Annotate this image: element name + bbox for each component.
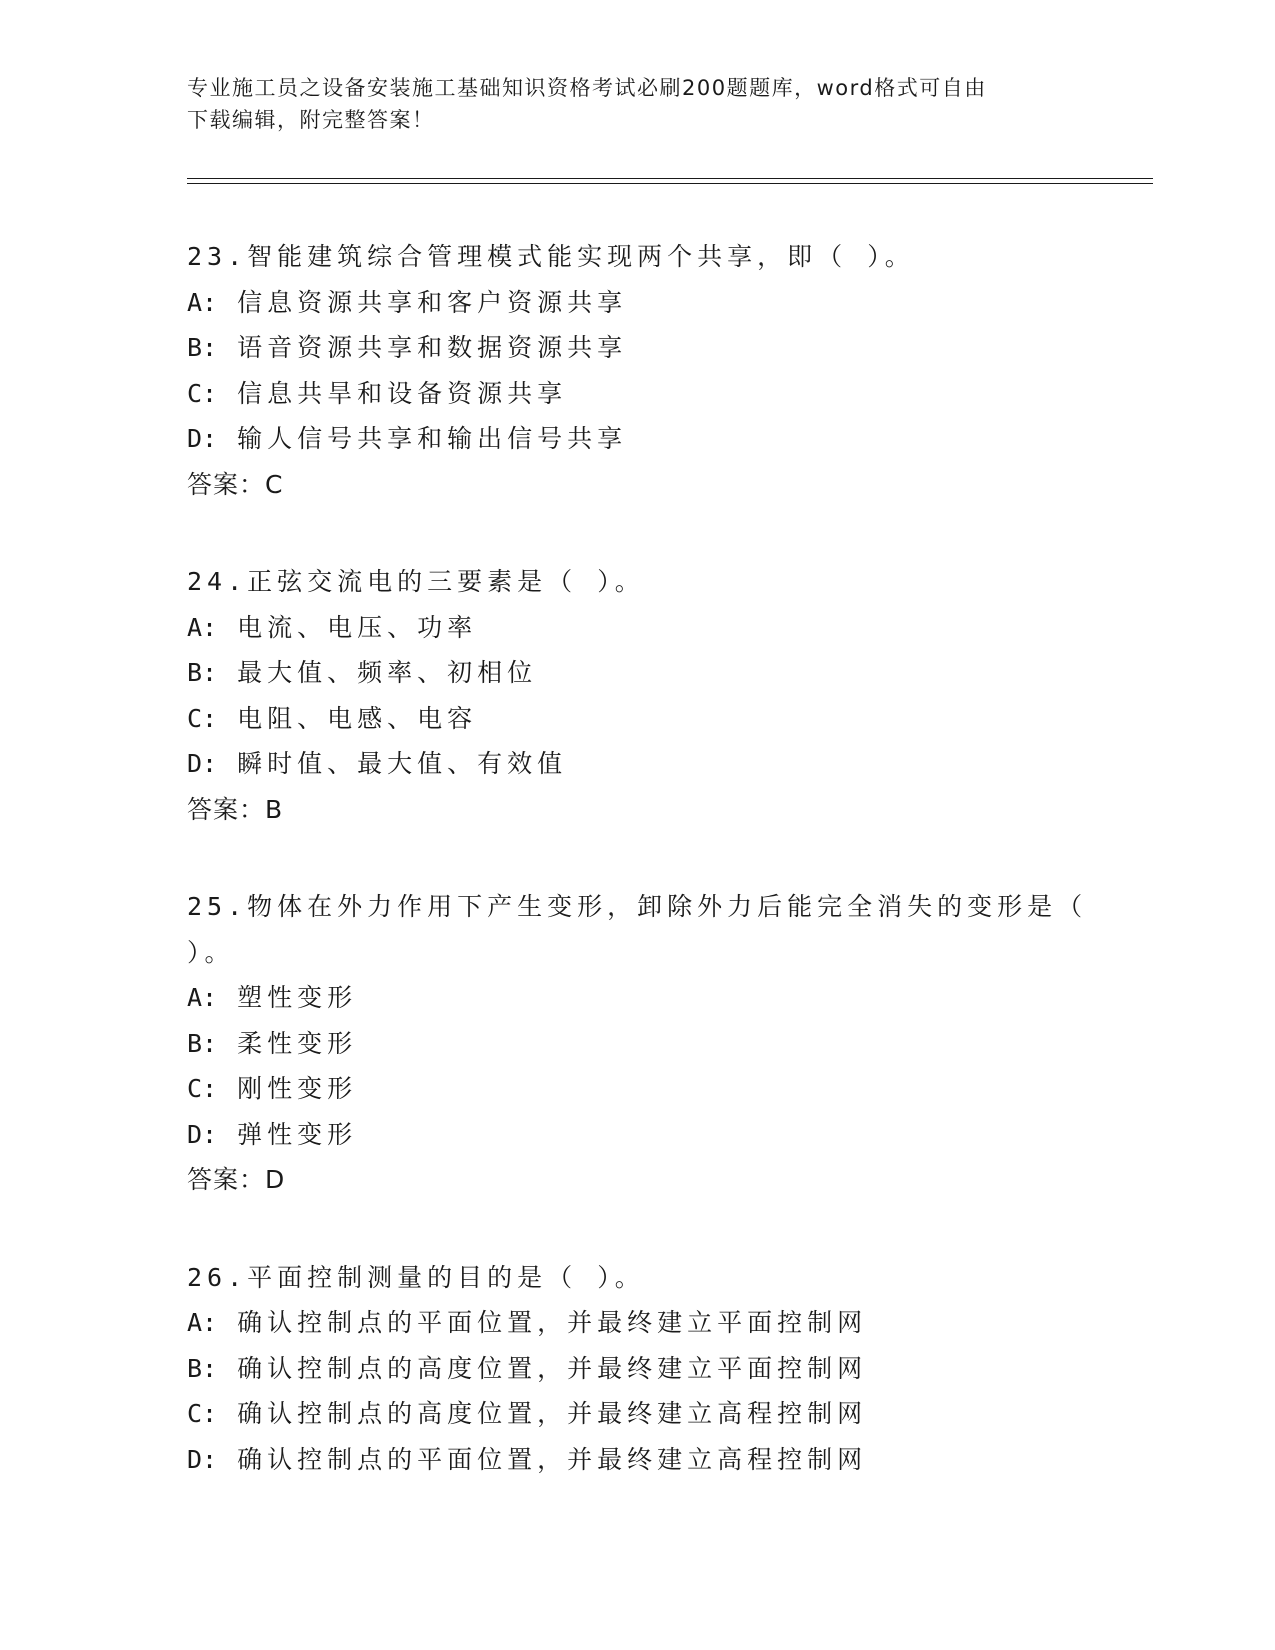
- document-header: [187, 72, 1067, 136]
- option-key: D:: [187, 749, 218, 778]
- option-d: [187, 1437, 1087, 1483]
- option-text: 信息共旱和设备资源共享: [237, 378, 568, 408]
- answer: 答案：C: [187, 469, 284, 499]
- option-text: 电阻、电感、电容: [237, 703, 478, 733]
- option-c: [187, 1391, 1087, 1437]
- header-line-1: 专业施工员之设备安装施工基础知识资格考试必刷200题题库，word格式可自由: [187, 76, 987, 100]
- question-stem: 25.物体在外力作用下产生变形，卸除外力后能完全消失的变形是（: [187, 892, 1088, 921]
- option-a: [187, 605, 1087, 651]
- option-c: [187, 371, 1087, 417]
- option-text: 确认控制点的高度位置，并最终建立高程控制网: [237, 1399, 868, 1428]
- option-c: [187, 696, 1087, 742]
- option-key: D:: [187, 424, 218, 453]
- option-b: [187, 650, 1087, 696]
- option-a: [187, 1300, 1087, 1346]
- option-key: B:: [187, 658, 218, 687]
- option-text: 确认控制点的平面位置，并最终建立高程控制网: [237, 1444, 868, 1474]
- answer: 答案：D: [187, 1165, 286, 1194]
- option-text: 瞬时值、最大值、有效值: [237, 749, 568, 778]
- option-text: 确认控制点的高度位置，并最终建立平面控制网: [237, 1353, 868, 1383]
- option-b: [187, 1021, 1087, 1067]
- option-a: [187, 280, 1087, 326]
- question-25: [187, 884, 1087, 1203]
- answer: 答案：B: [187, 794, 284, 824]
- question-26: [187, 1255, 1087, 1483]
- option-key: B:: [187, 333, 218, 362]
- option-d: [187, 741, 1087, 787]
- option-key: C:: [187, 1399, 218, 1428]
- header-divider-bottom: [187, 183, 1153, 184]
- option-text: 语音资源共享和数据资源共享: [237, 333, 628, 362]
- option-text: 最大值、频率、初相位: [237, 658, 538, 687]
- option-key: A:: [187, 287, 218, 317]
- header-line-2: 下载编辑，附完整答案！: [187, 108, 435, 132]
- option-a: [187, 975, 1087, 1021]
- question-list: [187, 234, 1087, 1482]
- option-key: C:: [187, 1074, 218, 1103]
- option-d: [187, 416, 1087, 462]
- option-key: A:: [187, 1308, 218, 1337]
- question-stem-continued: ）。: [187, 937, 235, 967]
- option-text: 确认控制点的平面位置，并最终建立平面控制网: [237, 1308, 868, 1337]
- option-text: 电流、电压、功率: [237, 612, 478, 642]
- option-key: B:: [187, 1353, 218, 1383]
- option-text: 塑性变形: [237, 983, 358, 1012]
- option-key: C:: [187, 378, 218, 408]
- option-text: 刚性变形: [237, 1074, 358, 1103]
- option-key: C:: [187, 703, 218, 733]
- option-b: [187, 325, 1087, 371]
- option-key: A:: [187, 612, 218, 642]
- question-24: [187, 559, 1087, 832]
- option-text: 信息资源共享和客户资源共享: [237, 287, 628, 317]
- option-key: D:: [187, 1119, 218, 1149]
- question-stem: 23.智能建筑综合管理模式能实现两个共享，即（ ）。: [187, 242, 915, 271]
- option-key: B:: [187, 1028, 218, 1058]
- question-23: [187, 234, 1087, 507]
- option-text: 弹性变形: [237, 1119, 358, 1149]
- option-key: D:: [187, 1444, 218, 1474]
- option-text: 柔性变形: [237, 1028, 358, 1058]
- option-c: [187, 1066, 1087, 1112]
- option-d: [187, 1112, 1087, 1158]
- option-key: A:: [187, 983, 218, 1012]
- option-b: [187, 1346, 1087, 1392]
- question-stem: 24.正弦交流电的三要素是（ ）。: [187, 567, 645, 596]
- question-stem: 26.平面控制测量的目的是（ ）。: [187, 1262, 645, 1292]
- option-text: 输人信号共享和输出信号共享: [237, 424, 628, 453]
- header-divider-top: [187, 178, 1153, 179]
